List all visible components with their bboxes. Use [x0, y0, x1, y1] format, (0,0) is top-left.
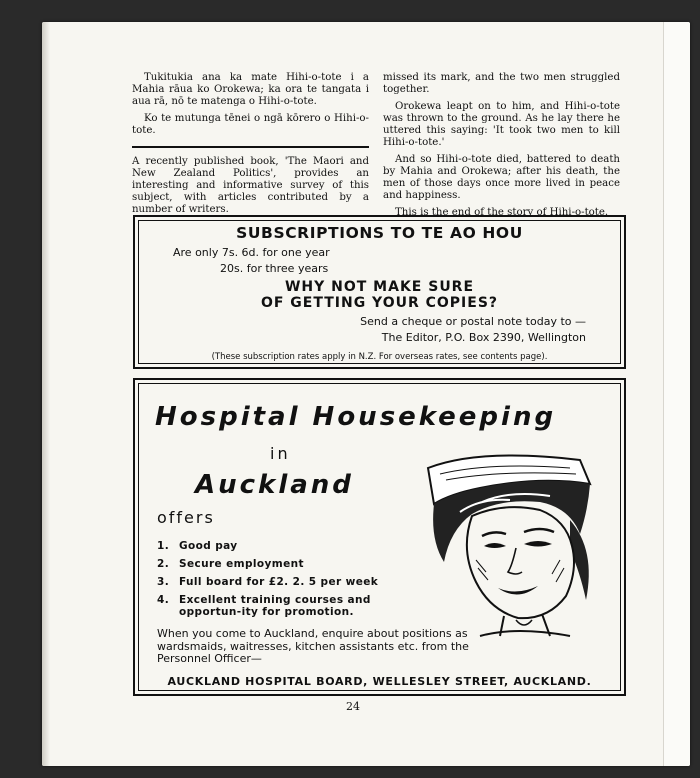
benefit-item [157, 540, 419, 552]
benefit-number: 3. [157, 576, 170, 588]
page-number: 24 [346, 700, 360, 713]
hospital-ad-title: Hospital Housekeeping [155, 402, 557, 432]
send-line-1: Send a cheque or postal note today to — [360, 315, 586, 328]
benefit-text: Secure employment [179, 558, 304, 570]
benefit-number: 1. [157, 540, 170, 552]
benefit-number: 4. [157, 594, 170, 606]
nurse-illustration [420, 450, 600, 640]
facing-page-edge [663, 22, 690, 766]
benefit-text: Good pay [179, 540, 238, 552]
page-gutter [42, 22, 50, 766]
subscription-rate-1: Are only 7s. 6d. for one year [173, 246, 330, 259]
benefit-number: 2. [157, 558, 170, 570]
hospital-board-address: AUCKLAND HOSPITAL BOARD, WELLESLEY STREET, AUCKLAND. [167, 675, 592, 688]
right-paragraph-1: missed its mark, and the two men struggled together. [383, 72, 620, 95]
enquire-text: When you come to Auckland, enquire about positions as wardsmaids, waitresses, kitchen assistants etc. from the Personnel Officer— [157, 627, 469, 665]
benefit-text: Full board for £2. 2. 5 per week [179, 576, 379, 588]
right-text-column [383, 72, 620, 224]
hospital-ad-in: in [270, 444, 291, 463]
right-paragraph-3: And so Hihi-o-tote died, battered to death by Mahia and Orokewa; after his death, the men of those days once more lived in peace and happiness. [383, 154, 620, 201]
hospital-ad-city: Auckland [195, 470, 354, 500]
benefit-text: Excellent training courses and opportun-ity for promotion. [179, 594, 371, 618]
benefit-item [157, 594, 419, 618]
why-line-1: WHY NOT MAKE SURE [284, 279, 475, 295]
left-paragraph-1: Tukitukia ana ka mate Hihi-o-tote i a Mahia rāua ko Orokewa; ka ora te tangata i aua rā, nō te matenga o Hihi-o-tote. [132, 72, 369, 107]
send-line-2: The Editor, P.O. Box 2390, Wellington [381, 331, 586, 344]
subscription-rate-2: 20s. for three years [220, 262, 329, 275]
section-divider [132, 146, 369, 148]
left-paragraph-2: Ko te mutunga tēnei o ngā kōrero o Hihi-o-tote. [132, 113, 369, 136]
benefits-list [157, 540, 419, 624]
book-note: A recently published book, 'The Maori and New Zealand Politics', provides an interesting and informative survey of this subject, with articles contributed by a number of writers. [132, 156, 369, 215]
hospital-ad-box [133, 378, 626, 696]
subscription-box [133, 215, 626, 369]
why-line-2: OF GETTING YOUR COPIES? [260, 295, 499, 311]
left-text-column [132, 72, 369, 142]
benefit-item [157, 576, 419, 588]
hospital-ad-offers: offers [157, 508, 215, 527]
magazine-page [42, 22, 690, 766]
book-note-column [132, 156, 369, 221]
benefit-item [157, 558, 419, 570]
subscription-title: SUBSCRIPTIONS TO TE AO HOU [236, 224, 523, 242]
subscription-note: (These subscription rates apply in N.Z. For overseas rates, see contents page). [211, 352, 548, 362]
right-paragraph-2: Orokewa leapt on to him, and Hihi-o-tote was thrown to the ground. As he lay there he uttered this saying: 'It took two men to kill Hihi-o-tote.' [383, 101, 620, 148]
right-paragraph-4: This is the end of the story of Hihi-o-tote. [395, 207, 609, 218]
